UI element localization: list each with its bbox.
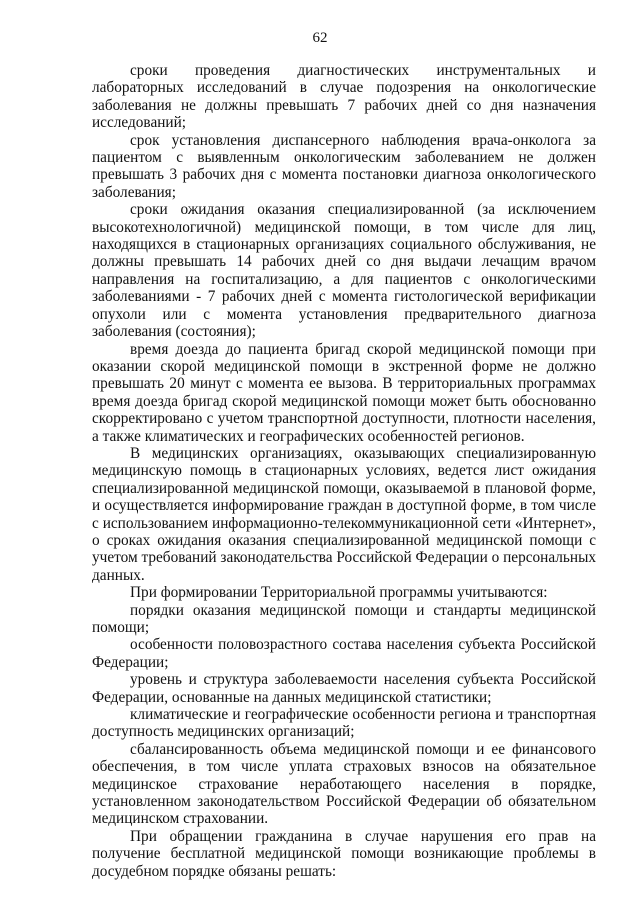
paragraph-oncologist-observation: срок установления диспансерного наблюдения врача-онколога за пациентом с выявленным онкологическим заболеванием не должен превышать 3 рабочих дня с момента постановки диагноза онкологического заболевания; xyxy=(92,131,596,201)
list-item-morbidity: уровень и структура заболеваемости населения субъекта Российской Федерации, основанные на данных медицинской статистики; xyxy=(92,671,596,706)
paragraph-ambulance-arrival: время доезда до пациента бригад скорой медицинской помощи при оказании скорой медицинской помощи в экстренной форме не должно превышать 20 минут с момента ее вызова. В территориальных программах время доезда бригад скорой медицинской помощи может быть обоснованно скорректировано с учетом транспортной доступности, плотности населения, а также климатических и географических особенностей регионов. xyxy=(92,340,596,445)
page-number: 62 xyxy=(312,30,328,46)
list-item-financial-balance: сбалансированность объема медицинской помощи и ее финансового обеспечения, в том числе уплата страховых взносов на обязательное медицинское страхование неработающего населения в порядке, установленном законодательством Российской Федерации об обязательном медицинском страховании. xyxy=(92,740,596,828)
list-item-care-standards: порядки оказания медицинской помощи и стандарты медицинской помощи; xyxy=(92,601,596,636)
paragraph-specialized-care-wait: сроки ожидания оказания специализированной (за исключением высокотехнологичной) медицинской помощи, в том числе для лиц, находящихся в стационарных организациях социального обслуживания, не должны превышать 14 рабочих дней со дня выдачи лечащим врачом направления на госпитализацию, а для пациентов с онкологическими заболеваниями - 7 рабочих дней с момента гистологической верификации опухоли или с момента установления предварительного диагноза заболевания (состояния); xyxy=(92,201,596,341)
paragraph-citizen-rights: При обращении гражданина в случае нарушения его прав на получение бесплатной медицинской помощи возникающие проблемы в досудебном порядке обязаны решать: xyxy=(92,827,596,880)
paragraph-program-factors-intro: При формировании Территориальной программы учитываются: xyxy=(130,584,548,602)
list-item-climate-geography: климатические и географические особенности региона и транспортная доступность медицинских организаций; xyxy=(92,706,596,741)
document-body xyxy=(92,62,596,880)
paragraph-waiting-list: В медицинских организациях, оказывающих специализированную медицинскую помощь в стационарных условиях, ведется лист ожидания специализированной медицинской помощи, оказываемой в плановой форме, и осуществляется информирование граждан в доступной форме, в том числе с использованием информационно-телекоммуникационной сети «Интернет», о сроках ожидания оказания специализированной медицинской помощи с учетом требований законодательства Российской Федерации о персональных данных. xyxy=(92,444,596,584)
list-item-population-structure: особенности половозрастного состава населения субъекта Российской Федерации; xyxy=(92,636,596,671)
paragraph-diagnostic-terms: сроки проведения диагностических инструментальных и лабораторных исследований в случае подозрения на онкологические заболевания не должны превышать 7 рабочих дней со дня назначения исследований; xyxy=(92,62,596,132)
